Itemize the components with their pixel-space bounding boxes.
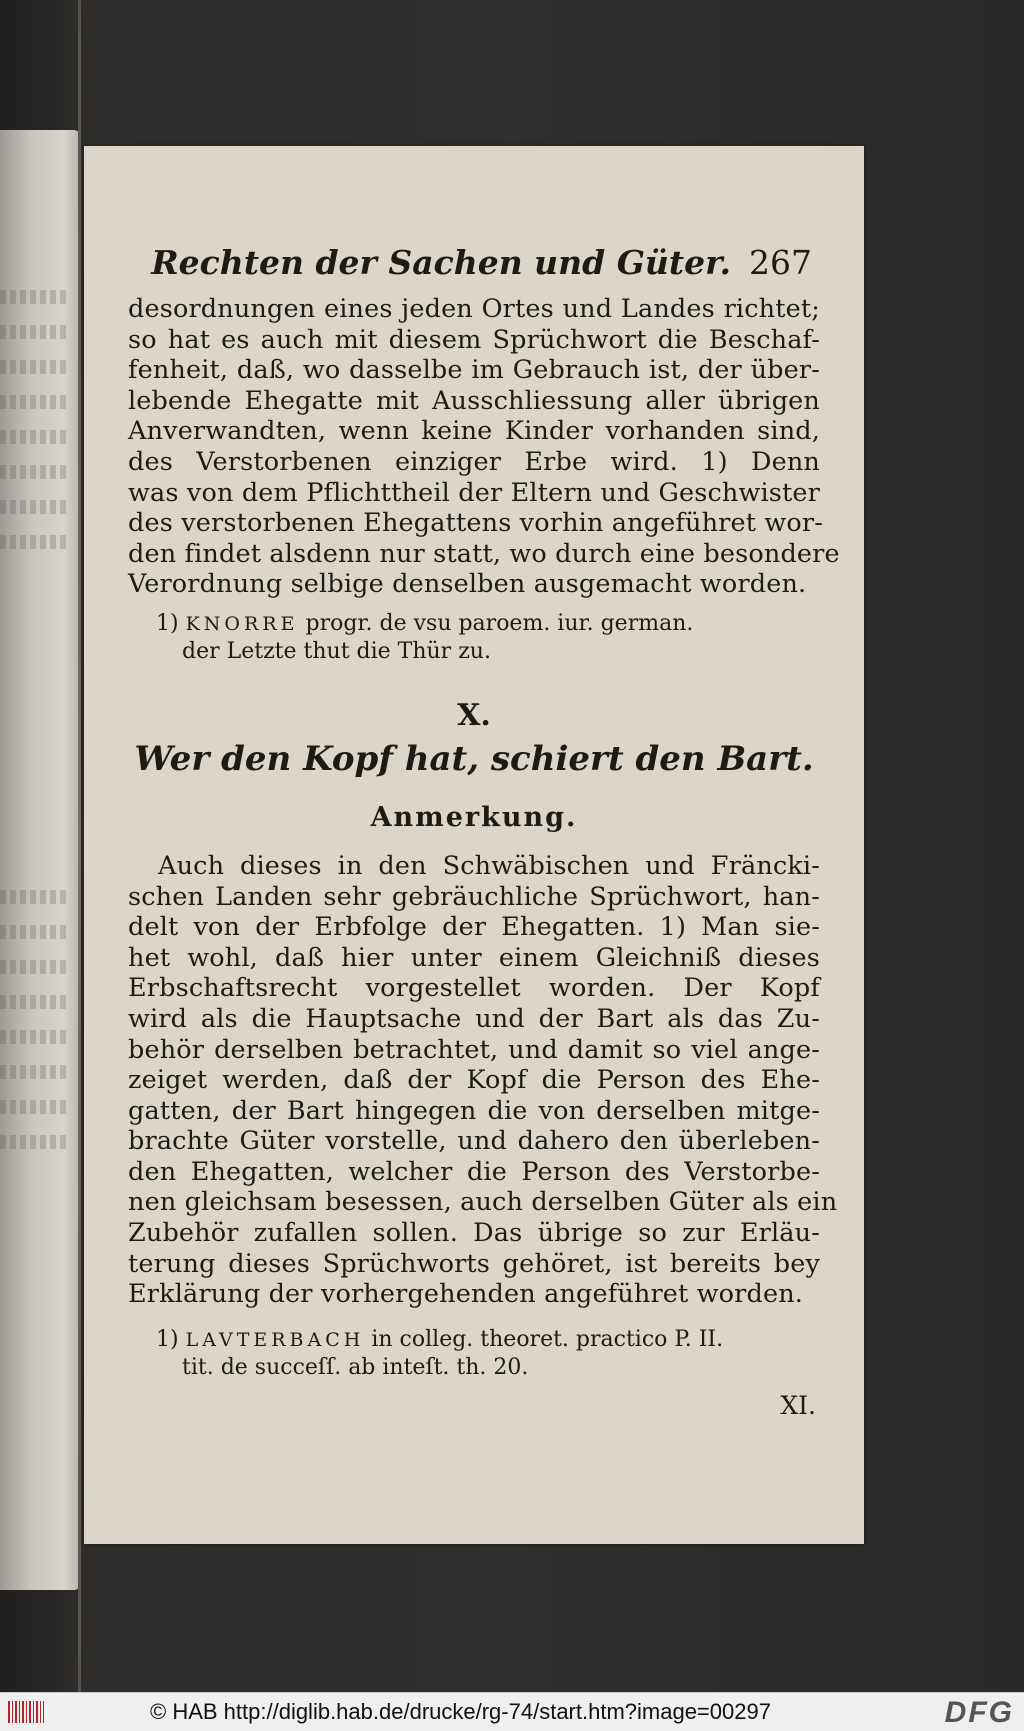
- text-line: des verstorbenen Ehegattens vorhin angeführet wor-: [128, 508, 823, 539]
- source-credit-link[interactable]: © HAB http://diglib.hab.de/drucke/rg-74/start.htm?image=00297: [150, 1699, 771, 1724]
- text-line: Verordnung selbige denselben ausgemacht worden.: [128, 569, 807, 600]
- text-line: so hat es auch mit diesem Sprüchwort die Beschaf-: [128, 324, 820, 355]
- bleed-text: [0, 395, 70, 409]
- catchword: XI.: [780, 1390, 816, 1420]
- bleed-text: [0, 890, 70, 904]
- text-line: Erklärung der vorhergehenden angeführet worden.: [128, 1279, 804, 1310]
- text-line: Auch dieses in den Schwäbischen und Fräncki-: [158, 850, 820, 881]
- paragraph-1: [128, 294, 840, 600]
- running-head: [128, 242, 820, 284]
- text-line: fenheit, daß, wo dasselbe im Gebrauch ist, der über-: [128, 355, 820, 386]
- running-head-title: Rechten der Sachen und Güter.: [151, 243, 731, 282]
- footnote-author: KNORRE: [185, 612, 299, 635]
- bleed-text: [0, 325, 70, 339]
- footnote-text: progr. de vsu paroem. iur. german.: [305, 610, 694, 636]
- bleed-text: [0, 1030, 70, 1044]
- text-line: zeiget werden, daß der Kopf die Person des Ehe-: [128, 1065, 820, 1096]
- text-line: wird als die Hauptsache und der Bart als das Zu-: [128, 1003, 820, 1034]
- barcode-icon: [8, 1701, 44, 1723]
- dfg-logo: DFG: [944, 1696, 1014, 1729]
- paragraph-2: [128, 850, 838, 1310]
- footnote-text: der Letzte thut die Thür zu.: [182, 638, 491, 664]
- bleed-text: [0, 925, 70, 939]
- page-number: 267: [749, 243, 812, 282]
- bleed-text: [0, 430, 70, 444]
- text-line: Zubehör zufallen sollen. Das übrige so zur Erläu-: [128, 1218, 820, 1249]
- footnote-marker: 1): [156, 1326, 179, 1352]
- bleed-text: [0, 960, 70, 974]
- footer-bar: [0, 1692, 1024, 1731]
- footnote-1: [156, 610, 820, 665]
- text-line: nen gleichsam besessen, auch derselben Güter als ein: [128, 1187, 838, 1218]
- section-subtitle: Anmerkung.: [370, 801, 578, 833]
- text-line: Anverwandten, wenn keine Kinder vorhanden sind,: [128, 416, 820, 447]
- book-gutter: [78, 0, 81, 1692]
- text-line: terung dieses Sprüchworts gehöret, ist bereits bey: [128, 1248, 820, 1279]
- text-line: het wohl, daß hier unter einem Gleichniß dieses: [128, 942, 820, 973]
- bleed-text: [0, 290, 70, 304]
- text-line: brachte Güter vorstelle, und dahero den überleben-: [128, 1126, 820, 1157]
- bleed-text: [0, 1135, 70, 1149]
- text-line: gatten, der Bart hingegen die von derselben mitge-: [128, 1095, 820, 1126]
- text-line: desordnungen eines jeden Ortes und Landes richtet;: [128, 294, 820, 324]
- text-line: des Verstorbenen einziger Erbe wird. 1) Denn: [128, 446, 820, 477]
- bleed-text: [0, 1065, 70, 1079]
- bleed-text: [0, 995, 70, 1009]
- bleed-text: [0, 360, 70, 374]
- text-line: delt von der Erbfolge der Ehegatten. 1) Man sie-: [128, 912, 820, 943]
- page-content: [128, 242, 840, 1420]
- bleed-text: [0, 535, 70, 549]
- section-number: X.: [457, 697, 491, 733]
- text-line: schen Landen sehr gebräuchliche Sprüchwort, han-: [128, 881, 820, 912]
- text-line: den findet alsdenn nur statt, wo durch eine besondere: [128, 538, 840, 569]
- text-line: was von dem Pflichttheil der Eltern und Geschwister: [128, 477, 820, 508]
- section-title: Wer den Kopf hat, schiert den Bart.: [134, 738, 814, 779]
- book-page: [84, 146, 864, 1544]
- footnote-marker: 1): [156, 610, 179, 636]
- text-line: Erbschaftsrecht vorgestellet worden. Der Kopf: [128, 973, 820, 1004]
- footnote-text: tit. de succeſſ. ab inteſt. th. 20.: [182, 1354, 529, 1380]
- bleed-text: [0, 465, 70, 479]
- text-line: lebende Ehegatte mit Ausschliessung aller übrigen: [128, 385, 820, 416]
- bleed-text: [0, 500, 70, 514]
- facing-page-edge: [0, 130, 80, 1590]
- footnote-author: LAVTERBACH: [185, 1328, 365, 1351]
- text-line: den Ehegatten, welcher die Person des Verstorbe-: [128, 1156, 820, 1187]
- bleed-text: [0, 1100, 70, 1114]
- footnote-2: [156, 1326, 820, 1381]
- text-line: behör derselben betrachtet, und damit so viel ange-: [128, 1034, 820, 1065]
- footnote-text: in colleg. theoret. practico P. II.: [371, 1326, 724, 1352]
